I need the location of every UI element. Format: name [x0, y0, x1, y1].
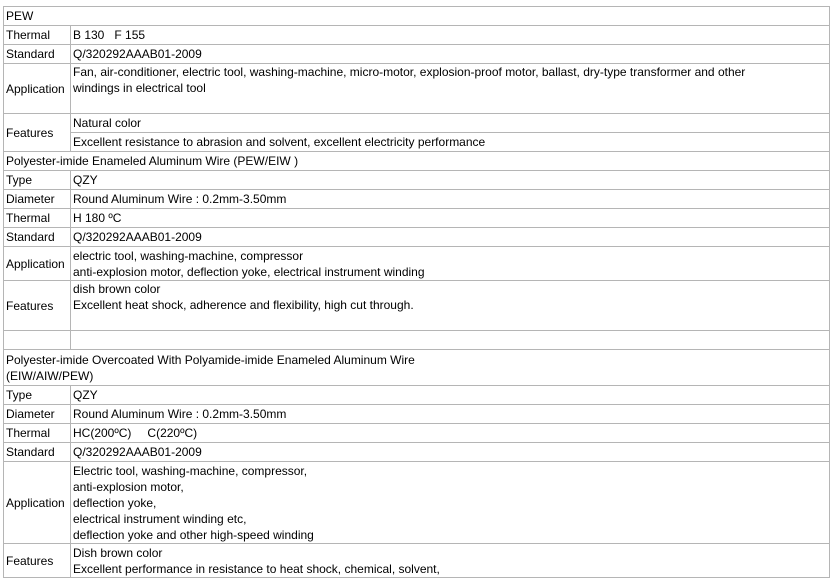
application-line: windings in electrical tool [73, 81, 206, 95]
thermal-class-f: F 155 [114, 28, 146, 42]
row-value-diameter: Round Aluminum Wire : 0.2mm-3.50mm [71, 190, 830, 209]
row-value-diameter: Round Aluminum Wire : 0.2mm-3.50mm [71, 405, 830, 424]
row-value-type: QZY [71, 386, 830, 405]
table-row [4, 386, 830, 405]
table-row [4, 171, 830, 190]
row-value-application [71, 462, 830, 544]
thermal-class-b: B 130 [73, 28, 105, 42]
features-line: Natural color [73, 116, 142, 130]
spacer-row [4, 331, 830, 350]
row-label-application: Application [4, 462, 71, 544]
application-line: Electric tool, washing-machine, compressor, [73, 463, 308, 478]
features-line: Excellent resistance to abrasion and solvent, excellent electricity performance [71, 132, 829, 151]
row-value-standard: Q/320292AAAB01-2009 [71, 45, 830, 64]
features-line: Dish brown color [73, 545, 163, 560]
section-title-line: Polyester-imide Overcoated With Polyamide-imide Enameled Aluminum Wire [6, 352, 415, 367]
table-row [4, 114, 830, 152]
table-row [4, 26, 830, 45]
table-row [4, 45, 830, 64]
row-value-thermal: H 180 ºC [71, 209, 830, 228]
table-row [4, 462, 830, 544]
row-label-features: Features [4, 114, 71, 152]
application-line: deflection yoke and other high-speed winding [73, 527, 314, 542]
application-line: electrical instrument winding etc, [73, 511, 247, 526]
application-line: Fan, air-conditioner, electric tool, washing-machine, micro-motor, explosion-proof motor, ballast, dry-type transformer and other [73, 65, 746, 79]
application-line: anti-explosion motor, [73, 479, 184, 494]
table-row [4, 190, 830, 209]
row-label-application: Application [4, 64, 71, 114]
application-line: electric tool, washing-machine, compressor [73, 248, 304, 263]
row-label-features: Features [4, 281, 71, 331]
spec-table [3, 6, 830, 578]
table-row [4, 405, 830, 424]
row-label-type: Type [4, 386, 71, 405]
row-value-features [71, 281, 830, 331]
table-row [4, 544, 830, 578]
table-row [4, 209, 830, 228]
empty-cell [4, 331, 71, 350]
table-row [4, 281, 830, 331]
row-value-standard: Q/320292AAAB01-2009 [71, 443, 830, 462]
row-label-standard: Standard [4, 45, 71, 64]
thermal-class-hc: HC(200ºC) [73, 426, 132, 440]
row-value-standard: Q/320292AAAB01-2009 [71, 228, 830, 247]
row-value-application [71, 247, 830, 281]
section-title-overcoated [4, 350, 830, 386]
section-title-row [4, 350, 830, 386]
row-label-standard: Standard [4, 228, 71, 247]
table-row [4, 443, 830, 462]
table-row [4, 247, 830, 281]
thermal-class-c: C(220ºC) [147, 426, 198, 440]
empty-cell [71, 331, 830, 350]
row-label-type: Type [4, 171, 71, 190]
section-title-row [4, 152, 830, 171]
row-label-thermal: Thermal [4, 424, 71, 443]
application-line: deflection yoke, [73, 495, 157, 510]
section-title-line: (EIW/AIW/PEW) [6, 368, 94, 383]
row-value-application [71, 64, 830, 114]
section-title-row [4, 7, 830, 26]
row-label-thermal: Thermal [4, 26, 71, 45]
row-label-thermal: Thermal [4, 209, 71, 228]
row-value-type: QZY [71, 171, 830, 190]
row-label-standard: Standard [4, 443, 71, 462]
row-label-features: Features [4, 544, 71, 578]
section-title-pew: PEW [4, 7, 830, 26]
row-value-thermal [71, 26, 830, 45]
application-line: anti-explosion motor, deflection yoke, electrical instrument winding [73, 264, 425, 279]
row-value-features [71, 544, 830, 578]
row-value-thermal [71, 424, 830, 443]
row-label-diameter: Diameter [4, 190, 71, 209]
row-label-application: Application [4, 247, 71, 281]
row-value-features [71, 114, 830, 152]
features-line: Excellent performance in resistance to heat shock, chemical, solvent, [73, 561, 440, 576]
table-row [4, 228, 830, 247]
features-line: Excellent heat shock, adherence and flexibility, high cut through. [73, 298, 414, 312]
row-label-diameter: Diameter [4, 405, 71, 424]
table-row [4, 424, 830, 443]
features-line: dish brown color [73, 282, 161, 296]
section-title-eiw: Polyester-imide Enameled Aluminum Wire (PEW/EIW ) [4, 152, 830, 171]
table-row [4, 64, 830, 114]
